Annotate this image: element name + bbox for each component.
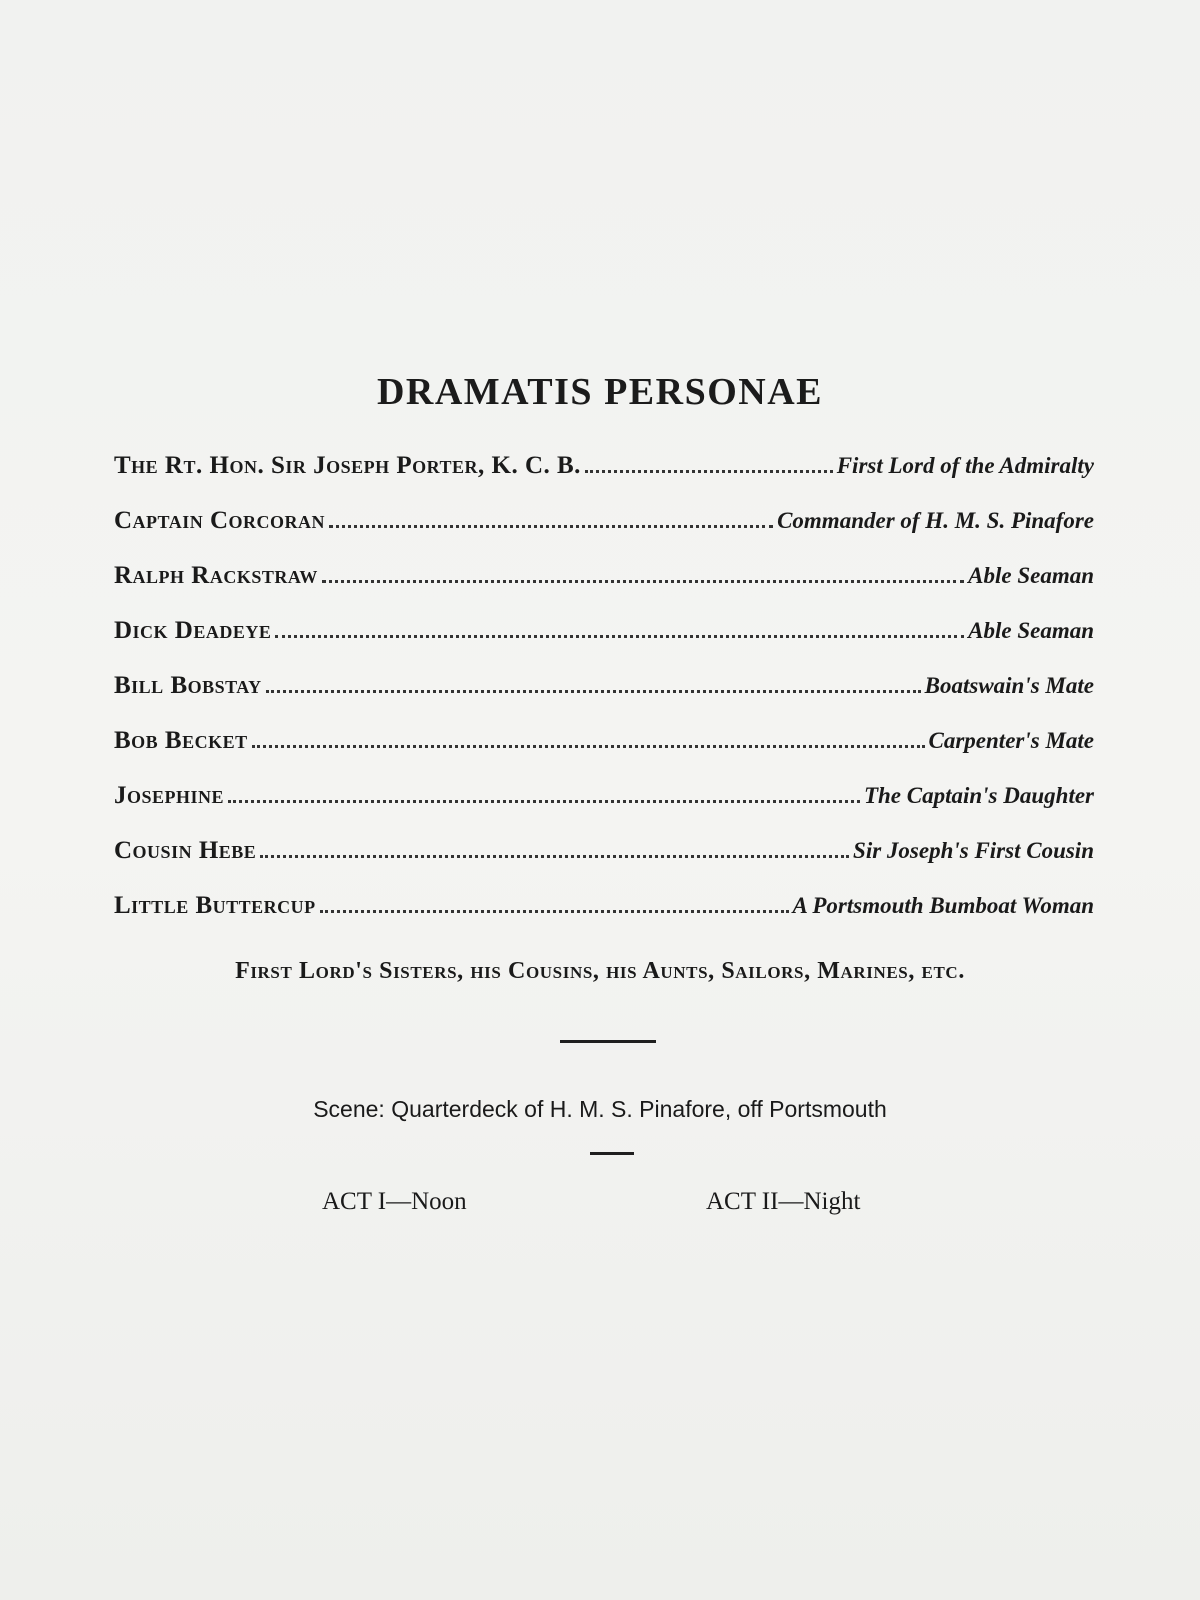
character-name: Cousin Hebe (114, 837, 257, 864)
dot-leader (260, 855, 849, 858)
character-name: Bill Bobstay (114, 672, 262, 699)
cast-list (114, 452, 1094, 947)
character-name: The Rt. Hon. Sir Joseph Porter, K. C. B. (114, 452, 581, 479)
dot-leader (320, 910, 789, 913)
cast-row (114, 782, 1094, 837)
ensemble-line: First Lord's Sisters, his Cousins, his Aunts, Sailors, Marines, etc. (235, 958, 965, 984)
dot-leader (322, 580, 964, 583)
dot-leader (275, 635, 964, 638)
character-name: Bob Becket (114, 727, 248, 754)
character-name: Dick Deadeye (114, 617, 272, 644)
cast-row (114, 562, 1094, 617)
character-role: Carpenter's Mate (928, 728, 1094, 753)
cast-row (114, 837, 1094, 892)
dot-leader (585, 470, 833, 473)
character-role: Boatswain's Mate (924, 673, 1094, 698)
character-role: The Captain's Daughter (863, 783, 1094, 808)
character-name: Captain Corcoran (114, 507, 326, 534)
dot-leader (266, 690, 921, 693)
cast-row (114, 507, 1094, 562)
page-title: DRAMATIS PERSONAE (376, 371, 823, 413)
scene-description: Scene: Quarterdeck of H. M. S. Pinafore, off Portsmouth (313, 1096, 887, 1122)
character-role: Able Seaman (968, 563, 1094, 588)
character-name: Little Buttercup (114, 892, 316, 919)
cast-row (114, 672, 1094, 727)
cast-row (114, 617, 1094, 672)
character-name: Josephine (114, 782, 225, 809)
character-role: Commander of H. M. S. Pinafore (777, 508, 1094, 533)
cast-row (114, 892, 1094, 947)
divider-rule (560, 1040, 656, 1043)
act-one-label: ACT I—Noon (322, 1188, 467, 1215)
cast-row (114, 452, 1094, 507)
character-name: Ralph Rackstraw (114, 562, 318, 589)
dot-leader (228, 800, 860, 803)
dot-leader (329, 525, 773, 528)
character-role: First Lord of the Admiralty (836, 453, 1094, 478)
character-role: Sir Joseph's First Cousin (853, 838, 1094, 863)
act-two-label: ACT II—Night (706, 1188, 861, 1215)
character-role: Able Seaman (968, 618, 1094, 643)
cast-row (114, 727, 1094, 782)
divider-rule-short (590, 1152, 634, 1155)
character-role: A Portsmouth Bumboat Woman (792, 893, 1094, 918)
dot-leader (252, 745, 925, 748)
